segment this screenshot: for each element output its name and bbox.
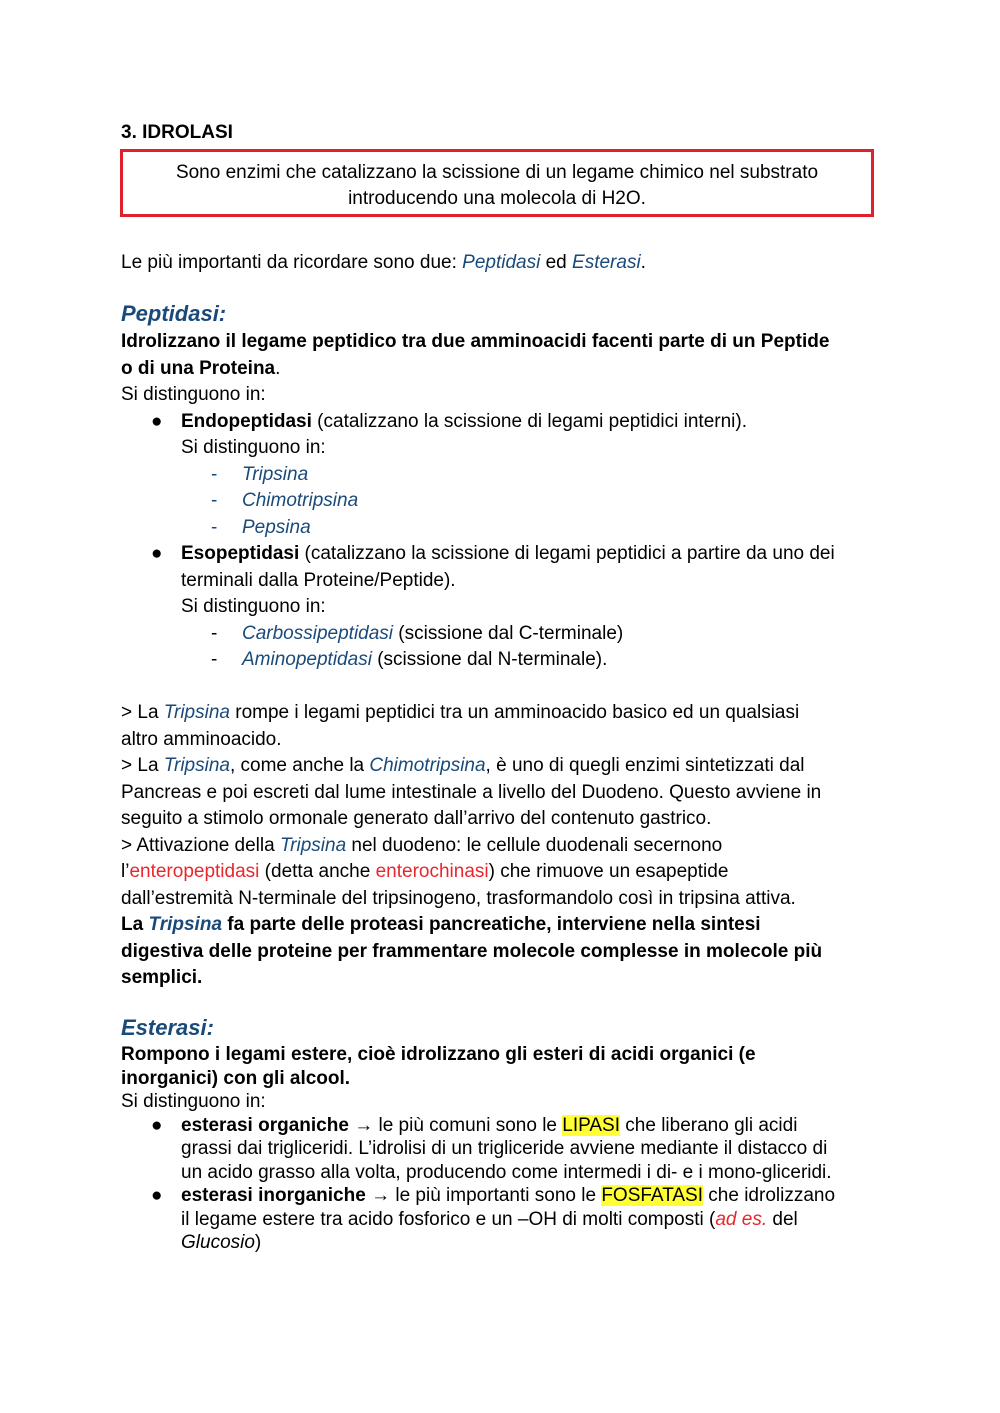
esterasi-heading: Esterasi:	[121, 1015, 214, 1040]
enzyme-note: (scissione dal N-terminale).	[371, 649, 608, 670]
enzyme-tripsina: Tripsina	[242, 463, 309, 485]
note-text: > Attivazione della	[121, 834, 280, 856]
dash-icon: -	[211, 490, 218, 511]
esopeptidasi-distinguish: Si distinguono in:	[181, 596, 326, 617]
highlight-fosfatasi: FOSFATASI	[601, 1185, 704, 1206]
esterasi-distinguish: Si distinguono in:	[121, 1091, 266, 1112]
esopeptidasi-name: Esopeptidasi	[181, 543, 300, 564]
list-item-endopeptidasi	[121, 409, 881, 462]
note-tripsina: Tripsina	[279, 834, 347, 856]
inorganiche-ad-es: ad es.	[715, 1208, 768, 1230]
list-item	[121, 621, 881, 648]
peptidasi-definition-bold: o di una Proteina	[121, 357, 276, 379]
inorganiche-line-1	[181, 1184, 881, 1208]
dash-icon: -	[211, 622, 218, 644]
inorganiche-line-3	[181, 1231, 881, 1255]
summary-line-2: digestiva delle proteine per frammentare molecole complesse in molecole più	[121, 940, 823, 962]
list-item	[121, 647, 881, 674]
definition-line-2: introducendo una molecola di H2O.	[348, 188, 646, 209]
note-text: rompe i legami peptidici tra un amminoacido basico ed un qualsiasi	[229, 702, 800, 723]
intro-text: Le più importanti da ricordare sono due:	[121, 252, 463, 273]
inorganiche-text: → le più importanti sono le	[365, 1185, 602, 1206]
note-1-line-2: altro amminoacido.	[121, 728, 282, 750]
esterasi-definition-2: inorganici) con gli alcool.	[121, 1067, 351, 1089]
dash-icon: -	[211, 649, 218, 670]
organiche-text: → le più comuni sono le	[348, 1114, 563, 1136]
peptidasi-section	[121, 301, 881, 674]
intro-esterasi: Esterasi	[572, 252, 641, 273]
note-enteropeptidasi: enteropeptidasi	[129, 861, 260, 882]
enzyme-pepsina: Pepsina	[242, 516, 311, 538]
summary-text: fa parte delle proteasi pancreatiche, interviene nella sintesi	[222, 914, 761, 935]
list-item-esterasi-inorganiche	[121, 1184, 881, 1255]
intro-text: .	[640, 252, 646, 273]
organiche-line-1	[181, 1114, 881, 1138]
endopeptidasi-distinguish: Si distinguono in:	[181, 437, 326, 458]
note-text: , come anche la	[229, 755, 370, 776]
note-2-line-3: seguito a stimolo ormonale generato dall’arrivo del contenuto gastrico.	[121, 808, 712, 829]
inorganiche-text: )	[254, 1232, 262, 1253]
esopeptidasi-desc: (catalizzano la scissione di legami peptidici a partire da uno dei	[299, 543, 835, 564]
enzyme-carbossipeptidasi: Carbossipeptidasi	[242, 622, 394, 644]
bullet-icon: ●	[151, 543, 163, 564]
summary-tripsina: Tripsina	[148, 914, 223, 935]
list-item	[121, 488, 881, 515]
note-text: , è uno di quegli enzimi sintetizzati dal	[485, 755, 805, 776]
definition-box	[120, 149, 874, 217]
enzyme-aminopeptidasi: Aminopeptidasi	[242, 649, 372, 670]
inorganiche-name: esterasi inorganiche	[181, 1185, 366, 1206]
note-1-line-1	[121, 700, 881, 727]
inorganiche-text: il legame estere tra acido fosforico e un –OH di molti composti (	[181, 1208, 716, 1230]
dash-icon: -	[211, 463, 218, 485]
summary-line-3: semplici.	[121, 967, 203, 988]
inorganiche-line-2	[181, 1208, 881, 1232]
intro-paragraph	[121, 250, 881, 277]
note-3-line-2	[121, 859, 881, 886]
note-chimotripsina: Chimotripsina	[369, 755, 486, 776]
intro-peptidasi: Peptidasi	[462, 252, 541, 273]
list-item-esterasi-organiche	[121, 1114, 881, 1185]
summary-text: La	[121, 914, 149, 935]
tripsina-notes	[121, 700, 881, 992]
peptidasi-definition-1: Idrolizzano il legame peptidico tra due amminoacidi facenti parte di un Peptide	[121, 331, 830, 352]
inorganiche-text: che idrolizzano	[703, 1185, 836, 1206]
organiche-line-3: un acido grasso alla volta, producendo come intermedi i di- e i mono-gliceridi.	[181, 1161, 832, 1183]
note-2-line-2: Pancreas e poi escreti dal lume intestinale a livello del Duodeno. Questo avviene in	[121, 781, 822, 803]
peptidasi-definition-2	[121, 356, 881, 383]
organiche-name: esterasi organiche	[181, 1114, 349, 1136]
peptidasi-heading: Peptidasi:	[121, 301, 227, 326]
note-2-line-1	[121, 753, 881, 780]
bullet-icon: ●	[151, 1114, 163, 1136]
endopeptidasi-line	[181, 409, 881, 436]
note-text: > La	[121, 702, 164, 723]
esopeptidasi-line-1	[181, 541, 881, 568]
enzyme-note: (scissione dal C-terminale)	[393, 622, 624, 644]
note-text: > La	[121, 755, 164, 776]
note-text: l’	[121, 861, 130, 882]
esterasi-section	[121, 1015, 881, 1255]
note-text: (detta anche	[259, 861, 376, 882]
note-tripsina: Tripsina	[163, 755, 230, 776]
list-item-esopeptidasi	[121, 541, 881, 621]
peptidasi-definition-end: .	[275, 357, 281, 379]
esopeptidasi-line-2: terminali dalla Proteine/Peptide).	[181, 569, 456, 591]
inorganiche-text: del	[767, 1208, 798, 1230]
organiche-text: che liberano gli acidi	[620, 1114, 798, 1136]
note-text: nel duodeno: le cellule duodenali secernono	[346, 834, 723, 856]
highlight-lipasi: LIPASI	[562, 1114, 620, 1136]
definition-line-1: Sono enzimi che catalizzano la scissione di un legame chimico nel substrato	[175, 162, 819, 183]
organiche-line-2: grassi dai trigliceridi. L’idrolisi di un trigliceride avviene mediante il distacco di	[181, 1138, 828, 1159]
bullet-icon: ●	[151, 410, 163, 432]
esterasi-definition-1: Rompono i legami estere, cioè idrolizzano gli esteri di acidi organici (e	[121, 1044, 756, 1065]
inorganiche-glucosio: Glucosio	[181, 1232, 255, 1253]
bullet-icon: ●	[151, 1185, 163, 1206]
list-item	[121, 515, 881, 542]
peptidasi-distinguish: Si distinguono in:	[121, 384, 266, 405]
endopeptidasi-desc: (catalizzano la scissione di legami peptidici interni).	[311, 410, 747, 432]
dash-icon: -	[211, 516, 218, 538]
note-text: ) che rimuove un esapeptide	[488, 861, 729, 882]
note-enterochinasi: enterochinasi	[375, 861, 489, 882]
list-item	[121, 462, 881, 489]
endopeptidasi-name: Endopeptidasi	[181, 410, 312, 432]
intro-text: ed	[540, 252, 573, 273]
summary-line-1	[121, 912, 881, 939]
note-3-line-1	[121, 833, 881, 860]
note-3-line-3: dall’estremità N-terminale del tripsinogeno, trasformandolo così in tripsina attiva.	[121, 887, 796, 909]
note-tripsina: Tripsina	[163, 702, 230, 723]
section-title: 3. IDROLASI	[121, 122, 233, 143]
enzyme-chimotripsina: Chimotripsina	[242, 490, 359, 511]
